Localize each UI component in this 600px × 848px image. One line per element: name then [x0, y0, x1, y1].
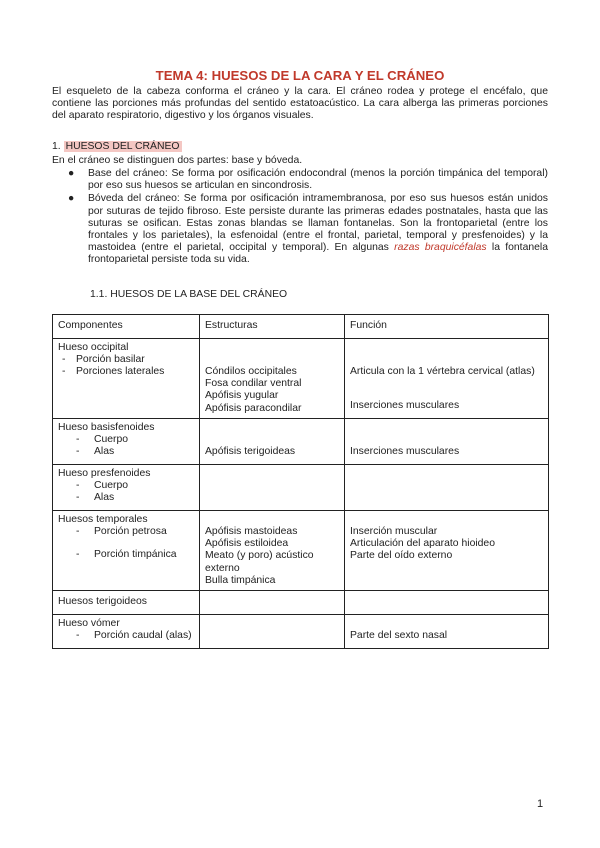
sub-part: - Porción timpánica: [76, 549, 177, 561]
bullet-list: [66, 168, 548, 268]
sub-part-label: Porción petrosa: [94, 526, 167, 538]
row-presfenoides-structures: [200, 465, 345, 511]
list-item: [66, 168, 548, 192]
table-row: [53, 339, 549, 419]
sub-part: - Cuerpo: [76, 434, 129, 446]
list-item: [66, 193, 548, 266]
row-vomer-components: [53, 615, 200, 649]
row-occipital-function: [345, 339, 549, 419]
structure-item: Cóndilos occipitales: [205, 366, 297, 377]
structure-item: externo: [205, 562, 240, 574]
subsection-heading: 1.1. HUESOS DE LA BASE DEL CRÁNEO: [90, 289, 288, 300]
section-title: HUESOS DEL CRÁNEO: [65, 141, 180, 152]
row-presfenoides-function: [345, 465, 549, 511]
function-item: Inserciones musculares: [350, 400, 460, 412]
row-terigoideos-function: [345, 591, 549, 615]
bone-name: Hueso occipital: [58, 342, 129, 353]
header-structures: Estructuras: [200, 315, 345, 339]
row-temporales-components: [53, 511, 200, 591]
row-basisfenoides-function: [345, 419, 549, 465]
section-number: 1.: [52, 141, 61, 152]
row-terigoideos-structures: [200, 591, 345, 615]
table-row: [53, 591, 549, 615]
row-occipital-structures: [200, 339, 345, 419]
sub-part-label: Porción caudal (alas): [94, 630, 192, 642]
page-number: 1: [537, 798, 544, 810]
intro-paragraph: El esqueleto de la cabeza conforma el cráneo y la cara. El cráneo rodea y protege el encéfalo, que contiene las porciones más profundas del sentido estatoacústico. La cara alberga las primeras porciones del aparato respiratorio, digestivo y los órganos visuales.: [52, 86, 548, 122]
bone-name: Huesos terigoideos: [58, 596, 147, 608]
structure-item: Meato (y poro) acústico: [205, 550, 314, 562]
table-row: [53, 615, 549, 649]
sub-part-label: Alas: [94, 446, 115, 458]
sub-part-label: Porción timpánica: [94, 549, 177, 561]
row-presfenoides-components: [53, 465, 200, 511]
table-header-row: [53, 315, 549, 339]
sub-part: - Alas: [76, 446, 115, 458]
function-item: Articula con la 1 vértebra cervical (atlas): [350, 366, 535, 377]
sub-part: - Porciones laterales: [62, 366, 165, 378]
row-terigoideos-components: [53, 591, 200, 615]
row-vomer-structures: [200, 615, 345, 649]
sub-part-label: Porción basilar: [76, 354, 145, 366]
sub-part: - Porción basilar: [62, 354, 145, 366]
structure-item: Apófisis mastoideas: [205, 526, 298, 537]
bullet-icon: ●: [68, 168, 75, 179]
highlighted-term: razas braquicéfalas: [394, 242, 487, 254]
sub-part-label: Cuerpo: [94, 480, 129, 492]
header-function: Función: [345, 315, 549, 339]
structure-item: Apófisis yugular: [205, 390, 279, 402]
table-row: [53, 511, 549, 591]
bone-name: Huesos temporales: [58, 514, 148, 525]
structure-item: Apófisis paracondilar: [205, 402, 302, 414]
table-row: [53, 419, 549, 465]
document-title: TEMA 4: HUESOS DE LA CARA Y EL CRÁNEO: [155, 68, 445, 83]
structure-item: Bulla timpánica: [205, 574, 276, 586]
bones-table: [52, 314, 549, 649]
row-temporales-function: [345, 511, 549, 591]
bullet-text-end: la fontanela frontoparietal persiste toda su vida.: [88, 242, 548, 266]
table-row: [53, 465, 549, 511]
sub-part-label: Porciones laterales: [76, 366, 165, 378]
row-basisfenoides-structures: [200, 419, 345, 465]
function-item: Parte del sexto nasal: [350, 630, 448, 642]
sub-part-label: Alas: [94, 492, 115, 504]
section-heading: [52, 141, 182, 153]
row-vomer-function: [345, 615, 549, 649]
function-item: Parte del oído externo: [350, 550, 453, 562]
bone-name: Hueso presfenoides: [58, 468, 151, 479]
structure-item: Apófisis estiloidea: [205, 538, 289, 550]
function-item: Articulación del aparato hioideo: [350, 538, 495, 550]
row-basisfenoides-components: [53, 419, 200, 465]
bullet-icon: ●: [68, 193, 75, 205]
sub-part: - Alas: [76, 492, 115, 504]
row-occipital-components: [53, 339, 200, 419]
bone-name: Hueso vómer: [58, 618, 120, 630]
header-components: Componentes: [53, 315, 200, 339]
bullet-text: Bóveda del cráneo: Se forma por osificación intramembranosa, por eso sus huesos están unidos por suturas de tejido fibroso. Este persiste durante las primeras edades postnatales, hasta que las suturas se osifican. Estas zonas blandas se llaman fontanelas. Son la frontoparietal (entre los frontales y los parietales), la esfenoidal (entre el frontal, parietal, temporal y presfenoides) y la mastoidea (entre el parietal, occipital y temporal). En algunas: [88, 193, 548, 254]
bone-name: Hueso basisfenoides: [58, 422, 155, 433]
bullet-text: Base del cráneo: Se forma por osificación endocondral (menos la porción timpánica del temporal) por eso sus huesos se articulan en sincondrosis.: [88, 168, 548, 192]
structure-item: Apófisis terigoideas: [205, 446, 296, 457]
sub-part: - Porción caudal (alas): [76, 630, 192, 642]
sub-part-label: Cuerpo: [94, 434, 129, 446]
lead-sentence: En el cráneo se distinguen dos partes: base y bóveda.: [52, 155, 303, 166]
function-item: Inserción muscular: [350, 526, 438, 537]
function-item: Inserciones musculares: [350, 446, 460, 457]
structure-item: Fosa condilar ventral: [205, 378, 302, 390]
sub-part: - Cuerpo: [76, 480, 129, 492]
sub-part: - Porción petrosa: [76, 526, 167, 538]
row-temporales-structures: [200, 511, 345, 591]
